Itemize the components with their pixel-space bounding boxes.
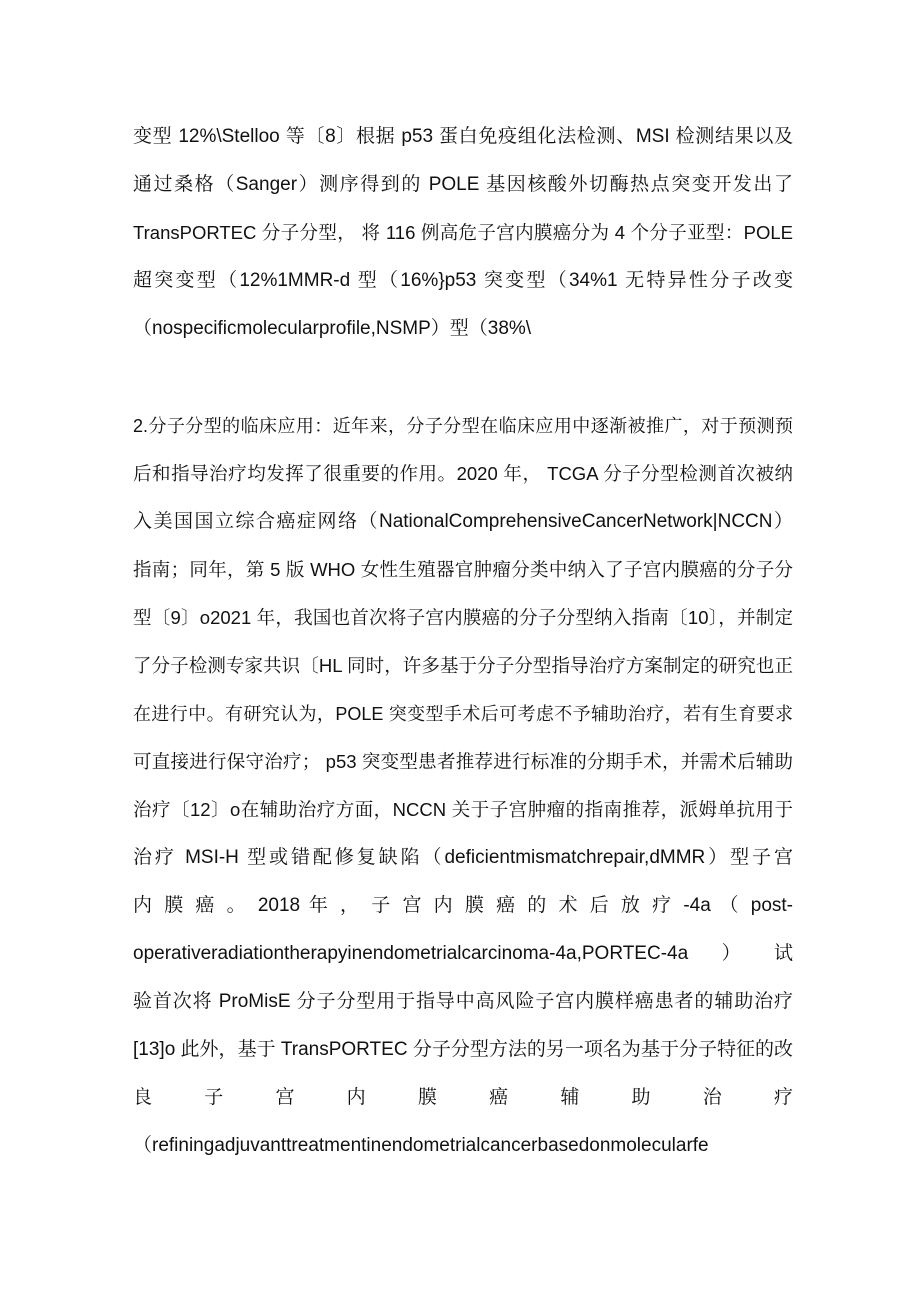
text-line: 良 子 宫 内 膜 癌 辅 助 治 疗 — [133, 1087, 793, 1108]
text-line: 了分子检测专家共识〔HL 同时，许多基于分子分型指导治疗方案制定的研究也正 — [133, 655, 793, 676]
text-line: 治疗 MSI-H 型或错配修复缺陷（deficientmismatchrepair,dMMR）型子宫 — [133, 847, 793, 868]
text-line: （nospecificmolecularprofile,NSMP）型（38%\ — [133, 318, 532, 339]
text-line: 治疗〔12〕o在辅助治疗方面，NCCN 关于子宫肿瘤的指南推荐，派姆单抗用于 — [133, 799, 793, 820]
text-line: 2.分子分型的临床应用：近年来，分子分型在临床应用中逐渐被推广，对于预测预 — [133, 416, 793, 436]
text-line: TransPORTEC 分子分型， 将 116 例高危子宫内膜癌分为 4 个分子亚型：POLE — [133, 222, 793, 243]
text-line: 可直接进行保守治疗； p53 突变型患者推荐进行标准的分期手术，并需术后辅助 — [133, 751, 793, 772]
text-line: 型〔9〕o2021 年，我国也首次将子宫内膜癌的分子分型纳入指南〔10〕，并制定 — [133, 607, 793, 628]
paragraph-molecular-subtypes — [133, 113, 793, 353]
text-line: 超突变型（12%1MMR-d 型（16%}p53 突变型（34%1 无特异性分子改变 — [133, 270, 793, 291]
text-line: 在进行中。有研究认为，POLE 突变型手术后可考虑不予辅助治疗，若有生育要求 — [133, 704, 793, 724]
text-line: 变型 12%\Stelloo 等〔8〕根据 p53 蛋白免疫组化法检测、MSI 检测结果以及 — [133, 126, 793, 147]
text-line: 入美国国立综合癌症网络（NationalComprehensiveCancerNetwork|NCCN） — [133, 511, 793, 532]
text-line: 验首次将 ProMisE 分子分型用于指导中高风险子宫内膜样癌患者的辅助治疗 — [133, 991, 793, 1012]
text-line: 内 膜 癌 。 2018 年 ， 子 宫 内 膜 癌 的 术 后 放 疗 -4a （ post- — [133, 895, 793, 916]
text-line: （refiningadjuvanttreatmentinendometrialcancerbasedonmolecularfe — [133, 1135, 709, 1156]
text-line: operativeradiationtherapyinendometrialcarcinoma-4a,PORTEC-4a）试 — [133, 943, 793, 964]
text-line: 指南；同年，第 5 版 WHO 女性生殖器官肿瘤分类中纳入了子宫内膜癌的分子分 — [133, 559, 793, 580]
paragraph-clinical-application — [133, 402, 793, 1170]
text-line: [13]o 此外，基于 TransPORTEC 分子分型方法的另一项名为基于分子特征的改 — [133, 1039, 793, 1060]
text-line: 通过桑格（Sanger）测序得到的 POLE 基因核酸外切酶热点突变开发出了 — [133, 174, 793, 195]
text-line: 后和指导治疗均发挥了很重要的作用。2020 年， TCGA 分子分型检测首次被纳 — [133, 463, 793, 484]
